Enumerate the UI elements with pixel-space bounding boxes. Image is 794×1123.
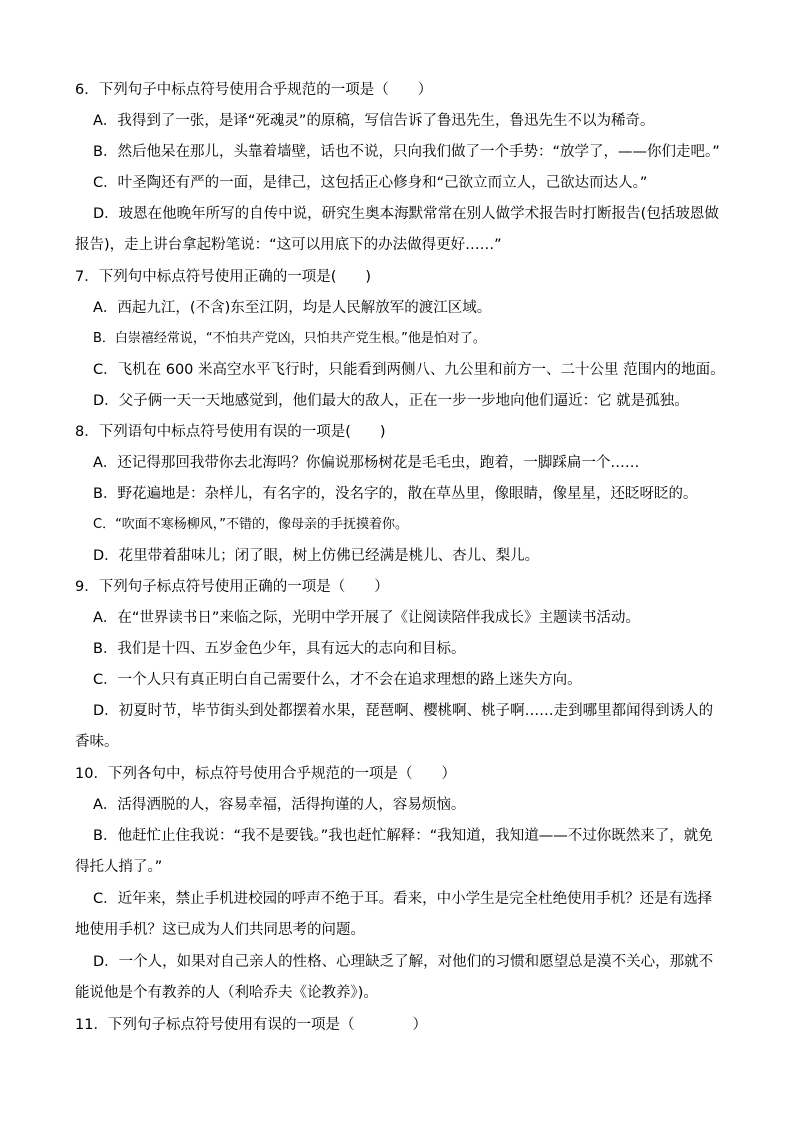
option-c: C．一个人只有真正明白自己需要什么，才不会在追求理想的路上迷失方向。	[93, 672, 582, 688]
question-stem: 7．下列句中标点符号使用正确的一项是( )	[75, 269, 372, 285]
option-b: B．然后他呆在那儿，头靠着墙壁，话也不说，只向我们做了一个手势：“放学了，——你们走吧。”	[93, 144, 720, 160]
question-stem: 10．下列各句中，标点符号使用合乎规范的一项是（ ）	[75, 766, 456, 782]
option-b: B．他赶忙止住我说：“我不是要钱。”我也赶忙解释：“我知道，我知道——不过你既然来了，就免得托人捎了。”	[75, 828, 713, 875]
question-11	[75, 1015, 720, 1035]
option-a: A．活得洒脱的人，容易幸福，活得拘谨的人，容易烦恼。	[93, 797, 466, 813]
question-9	[75, 577, 720, 758]
option-a: A．还记得那回我带你去北海吗？你偏说那杨树花是毛毛虫，跑着，一脚踩扁一个……	[93, 455, 640, 471]
option-b: B．野花遍地是：杂样儿，有名字的，没名字的，散在草丛里，像眼睛，像星星，还眨呀眨的。	[93, 486, 698, 502]
question-stem: 8．下列语句中标点符号使用有误的一项是( )	[75, 424, 386, 440]
option-a: A．在“世界读书日”来临之际，光明中学开展了《让阅读陪伴我成长》主题读书活动。	[93, 610, 640, 626]
question-stem: 6．下列句子中标点符号使用合乎规范的一项是（ ）	[75, 82, 433, 98]
option-c: C．近年来，禁止手机进校园的呼声不绝于耳。看来，中小学生是完全杜绝使用手机？还是有选择地使用手机？这已成为人们共同思考的问题。	[75, 891, 713, 938]
option-a: A．西起九江，(不含)东至江阴，均是人民解放军的渡江区域。	[93, 300, 492, 316]
option-d: D．花里带着甜味儿；闭了眼，树上仿佛已经满是桃儿、杏儿、梨儿。	[93, 548, 540, 564]
option-a: A．我得到了一张，是译“死魂灵”的原稿，写信告诉了鲁迅先生，鲁迅先生不以为稀奇。	[93, 113, 655, 129]
question-7	[75, 267, 725, 411]
option-c: C．飞机在 600 米高空水平飞行时，只能看到两侧八、九公里和前方一、二十公里 范围内的地面。	[93, 362, 725, 378]
option-d: D．一个人，如果对自己亲人的性格、心理缺乏了解，对他们的习惯和愿望总是漠不关心，那就不能说他是个有教养的人（利哈乔夫《论教养》)。	[75, 954, 714, 1001]
option-d: D．父子俩一天一天地感觉到，他们最大的敌人，正在一步一步地向他们逼近：它 就是孤独。	[93, 393, 689, 409]
option-d: D．玻恩在他晚年所写的自传中说，研究生奥本海默常常在别人做学术报告时打断报告(包括玻恩做报告)，走上讲台拿起粉笔说：“这可以用底下的办法做得更好……”	[75, 206, 719, 253]
option-c: C．叶圣陶还有严的一面，是律己，这包括正心修身和“己欲立而立人，己欲达而达人。”	[93, 175, 648, 191]
option-d: D．初夏时节，毕节街头到处都摆着水果，琵琶啊、樱桃啊、桃子啊……走到哪里都闻得到诱人的香味。	[75, 703, 714, 750]
question-list	[75, 80, 725, 1046]
question-8	[75, 422, 720, 566]
option-b: B．白崇禧经常说，“不怕共产党凶，只怕共产党生根。”他是怕对了。	[93, 331, 486, 346]
question-6	[75, 80, 720, 261]
question-stem: 9．下列句子标点符号使用正确的一项是（ ）	[75, 579, 389, 595]
question-stem: 11．下列句子标点符号使用有误的一项是（ ）	[75, 1017, 427, 1033]
option-c: C．“吹面不寒杨柳风，”不错的，像母亲的手抚摸着你。	[93, 517, 409, 532]
question-10	[75, 764, 720, 1009]
option-b: B．我们是十四、五岁金色少年，具有远大的志向和目标。	[93, 641, 466, 657]
